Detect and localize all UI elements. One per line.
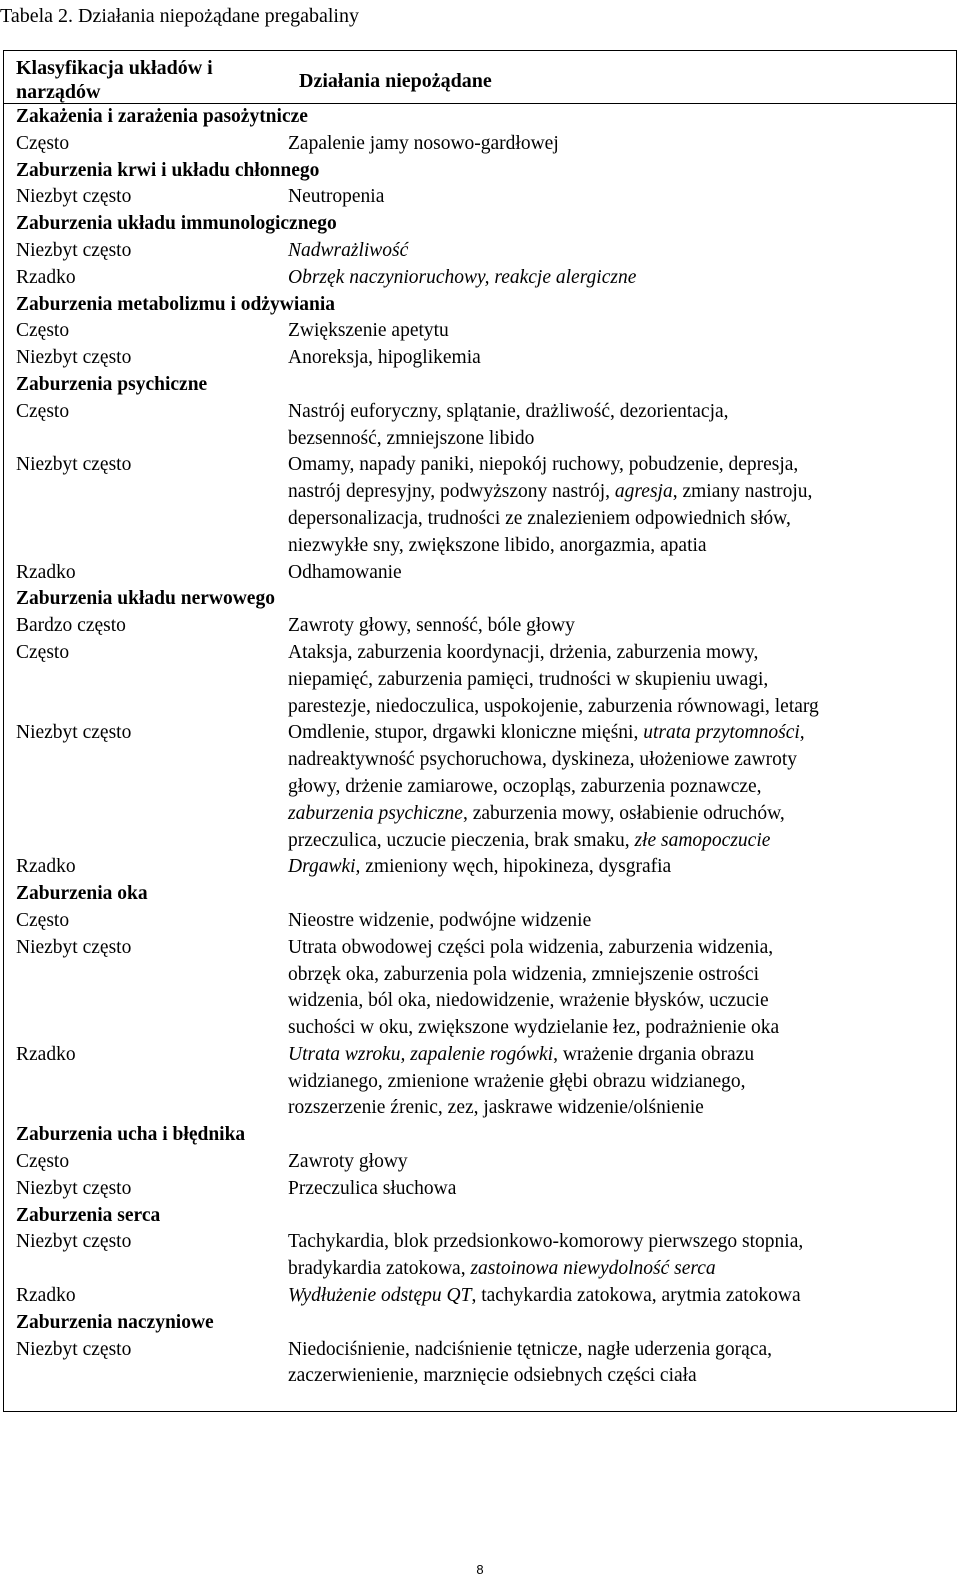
table-row: [4, 560, 956, 587]
adverse-effects-text: [288, 265, 956, 292]
italic-segment: Obrzęk naczynioruchowy, reakcje alergiczne: [288, 266, 637, 288]
text-segment: nastrój depresyjny, podwyższony nastrój,: [288, 481, 615, 503]
text-segment: Neutropenia: [288, 186, 385, 208]
text-segment: widzenia, ból oka, niedowidzenie, wrażenie błysków, uczucie: [288, 990, 769, 1012]
text-line: [288, 747, 950, 774]
table-row: [4, 854, 956, 881]
frequency-label: Rzadko: [16, 561, 76, 583]
adverse-effects-text: [288, 1149, 956, 1176]
adverse-effects-text: [288, 560, 956, 587]
section-heading: Zaburzenia ucha i błędnika: [16, 1124, 246, 1146]
adverse-effects-text: [288, 1176, 956, 1203]
text-segment: Ataksja, zaburzenia koordynacji, drżenia, zaburzenia mowy,: [288, 641, 759, 663]
frequency-label: Często: [16, 641, 70, 663]
text-segment: głowy, drżenie zamiarowe, oczopląs, zaburzenia poznawcze,: [288, 775, 762, 797]
text-line: [288, 506, 950, 533]
text-segment: Tachykardia, blok przedsionkowo-komorowy pierwszego stopnia,: [288, 1231, 804, 1253]
text-line: [288, 828, 950, 855]
table-row: [4, 318, 956, 345]
text-line: [288, 452, 950, 479]
text-line: [288, 694, 950, 721]
italic-segment: utrata przytomności,: [643, 722, 805, 744]
text-segment: Odhamowanie: [288, 561, 402, 583]
text-line: [288, 345, 950, 372]
table-row: [4, 131, 956, 158]
table-row: [4, 345, 956, 372]
italic-segment: Drgawki,: [288, 856, 361, 878]
text-line: [288, 426, 950, 453]
text-line: [288, 318, 950, 345]
table-row: [4, 1337, 956, 1391]
text-line: [288, 1149, 950, 1176]
frequency-label: Niezbyt często: [16, 239, 132, 261]
text-segment: widzianego, zmienione wrażenie głębi obrazu widzianego,: [288, 1070, 746, 1092]
section-heading: Zakażenia i zarażenia pasożytnicze: [16, 106, 308, 127]
text-segment: Nieostre widzenie, podwójne widzenie: [288, 909, 592, 931]
text-line: [288, 988, 950, 1015]
adverse-effects-text: [288, 935, 956, 1042]
text-line: [288, 533, 950, 560]
adverse-effects-text: [288, 345, 956, 372]
text-line: [288, 774, 950, 801]
text-line: [288, 1229, 950, 1256]
text-segment: Przeczulica słuchowa: [288, 1177, 457, 1199]
header-organ-class: Klasyfikacja układów i narządów: [16, 57, 213, 103]
text-segment: nadreaktywność psychoruchowa, dyskineza, ułożeniowe zawroty: [288, 749, 797, 771]
text-line: [288, 1015, 950, 1042]
text-segment: Omdlenie, stupor, drgawki kloniczne mięśni,: [288, 722, 644, 744]
table-row: [4, 1283, 956, 1310]
adverse-effects-text: [288, 1042, 956, 1122]
header-adverse-effects: Działania niepożądane: [299, 70, 492, 92]
italic-segment: zastoinowa niewydolność serca: [470, 1258, 716, 1280]
text-segment: suchości w oku, zwiększone wydzielanie łez, podrażnienie oka: [288, 1017, 780, 1039]
section-heading: Zaburzenia serca: [16, 1204, 161, 1226]
frequency-label: Niezbyt często: [16, 722, 132, 744]
text-segment: rozszerzenie źrenic, zez, jaskrawe widzenie/olśnienie: [288, 1097, 704, 1119]
adverse-effects-text: [288, 131, 956, 158]
adverse-effects-table: [3, 50, 957, 1412]
text-line: [288, 1283, 950, 1310]
adverse-effects-text: [288, 908, 956, 935]
text-segment: depersonalizacja, trudności ze znalezieniem odpowiednich słów,: [288, 507, 791, 529]
frequency-label: Często: [16, 132, 70, 154]
text-line: [288, 1363, 950, 1390]
text-line: [288, 613, 950, 640]
adverse-effects-text: [288, 318, 956, 345]
text-segment: Niedociśnienie, nadciśnienie tętnicze, nagłe uderzenia gorąca,: [288, 1338, 773, 1360]
adverse-effects-text: [288, 399, 956, 453]
text-segment: niezwykłe sny, zwiększone libido, anorgazmia, apatia: [288, 534, 707, 556]
frequency-label: Niezbyt często: [16, 1177, 132, 1199]
text-line: [288, 801, 950, 828]
italic-segment: Wydłużenie odstępu QT: [288, 1285, 472, 1307]
table-row: [4, 238, 956, 265]
text-line: [288, 131, 950, 158]
adverse-effects-text: [288, 238, 956, 265]
table-row: [4, 935, 956, 1042]
adverse-effects-text: [288, 184, 956, 211]
italic-segment: agresja: [614, 481, 673, 503]
text-segment: bradykardia zatokowa,: [288, 1258, 471, 1280]
frequency-label: Niezbyt często: [16, 454, 132, 476]
text-segment: Zawroty głowy, senność, bóle głowy: [288, 615, 575, 637]
table-caption: Tabela 2. Działania niepożądane pregabaliny: [0, 5, 359, 27]
text-line: [288, 1337, 950, 1364]
frequency-label: Niezbyt często: [16, 347, 132, 369]
section-heading: Zaburzenia oka: [16, 883, 148, 905]
text-segment: zmieniony węch, hipokineza, dysgrafia: [360, 856, 672, 878]
adverse-effects-text: [288, 613, 956, 640]
text-segment: Zawroty głowy: [288, 1151, 408, 1173]
text-line: [288, 1176, 950, 1203]
text-line: [288, 238, 950, 265]
table-row: [4, 184, 956, 211]
frequency-label: Często: [16, 400, 70, 422]
table-body: [4, 104, 956, 1390]
text-line: [288, 962, 950, 989]
table-row: [4, 720, 956, 854]
frequency-label: Niezbyt często: [16, 186, 132, 208]
table-row: [4, 640, 956, 720]
table-row: [4, 613, 956, 640]
italic-segment: Utrata wzroku, zapalenie rogówki: [288, 1043, 554, 1065]
frequency-label: Często: [16, 1151, 70, 1173]
table-row: [4, 265, 956, 292]
table-row: [4, 1229, 956, 1283]
text-line: [288, 560, 950, 587]
text-line: [288, 640, 950, 667]
frequency-label: Niezbyt często: [16, 1231, 132, 1253]
page-number: 8: [476, 1562, 484, 1577]
text-segment: , zaburzenia mowy, osłabienie odruchów,: [462, 802, 785, 824]
text-segment: , tachykardia zatokowa, arytmia zatokowa: [471, 1285, 801, 1307]
table-row: [4, 399, 956, 453]
frequency-label: Niezbyt często: [16, 936, 132, 958]
frequency-label: Często: [16, 320, 70, 342]
frequency-label: Niezbyt często: [16, 1338, 132, 1360]
section-heading: Zaburzenia krwi i układu chłonnego: [16, 159, 320, 181]
table-row: [4, 1042, 956, 1122]
text-segment: Nastrój euforyczny, splątanie, drażliwość, dezorientacja,: [288, 400, 729, 422]
adverse-effects-text: [288, 720, 956, 854]
table-row: [4, 908, 956, 935]
italic-segment: złe samopoczucie: [634, 829, 771, 851]
text-segment: zaczerwienienie, marznięcie odsiebnych części ciała: [288, 1365, 697, 1387]
table-header: [4, 51, 956, 104]
text-line: [288, 720, 950, 747]
table-row: [4, 1176, 956, 1203]
table-row: [4, 1149, 956, 1176]
frequency-label: Rzadko: [16, 856, 76, 878]
text-line: [288, 935, 950, 962]
text-segment: Utrata obwodowej części pola widzenia, zaburzenia widzenia,: [288, 936, 774, 958]
text-line: [288, 265, 950, 292]
adverse-effects-text: [288, 1337, 956, 1391]
text-segment: Zapalenie jamy nosowo-gardłowej: [288, 132, 559, 154]
frequency-label: Rzadko: [16, 1285, 76, 1307]
frequency-label: Bardzo często: [16, 615, 126, 637]
frequency-label: Rzadko: [16, 1043, 76, 1065]
italic-segment: Nadwrażliwość: [288, 239, 409, 261]
frequency-label: Często: [16, 909, 70, 931]
section-heading: Zaburzenia układu immunologicznego: [16, 213, 337, 235]
text-segment: bezsenność, zmniejszone libido: [288, 427, 535, 449]
text-segment: , wrażenie drgania obrazu: [553, 1043, 755, 1065]
italic-segment: zaburzenia psychiczne: [288, 802, 463, 824]
text-line: [288, 1095, 950, 1122]
text-segment: Zwiększenie apetytu: [288, 320, 449, 342]
section-heading: Zaburzenia psychiczne: [16, 373, 208, 395]
text-line: [288, 479, 950, 506]
table-row: [4, 452, 956, 559]
text-line: [288, 1256, 950, 1283]
text-line: [288, 399, 950, 426]
adverse-effects-text: [288, 854, 956, 881]
text-line: [288, 854, 950, 881]
section-heading: Zaburzenia układu nerwowego: [16, 588, 275, 610]
text-line: [288, 667, 950, 694]
adverse-effects-text: [288, 1229, 956, 1283]
frequency-label: Rzadko: [16, 266, 76, 288]
text-segment: Anoreksja, hipoglikemia: [288, 347, 481, 369]
section-heading: Zaburzenia naczyniowe: [16, 1311, 214, 1333]
text-segment: , zmiany nastroju,: [672, 481, 813, 503]
text-segment: niepamięć, zaburzenia pamięci, trudności w skupieniu uwagi,: [288, 668, 769, 690]
text-line: [288, 1042, 950, 1069]
text-line: [288, 184, 950, 211]
text-segment: Omamy, napady paniki, niepokój ruchowy, pobudzenie, depresja,: [288, 454, 799, 476]
adverse-effects-text: [288, 640, 956, 720]
section-heading: Zaburzenia metabolizmu i odżywiania: [16, 293, 336, 315]
text-line: [288, 908, 950, 935]
adverse-effects-text: [288, 1283, 956, 1310]
text-segment: przeczulica, uczucie pieczenia, brak smaku,: [288, 829, 635, 851]
text-segment: obrzęk oka, zaburzenia pola widzenia, zmniejszenie ostrości: [288, 963, 760, 985]
adverse-effects-text: [288, 452, 956, 559]
text-segment: parestezje, niedoczulica, uspokojenie, zaburzenia równowagi, letarg: [288, 695, 819, 717]
text-line: [288, 1069, 950, 1096]
